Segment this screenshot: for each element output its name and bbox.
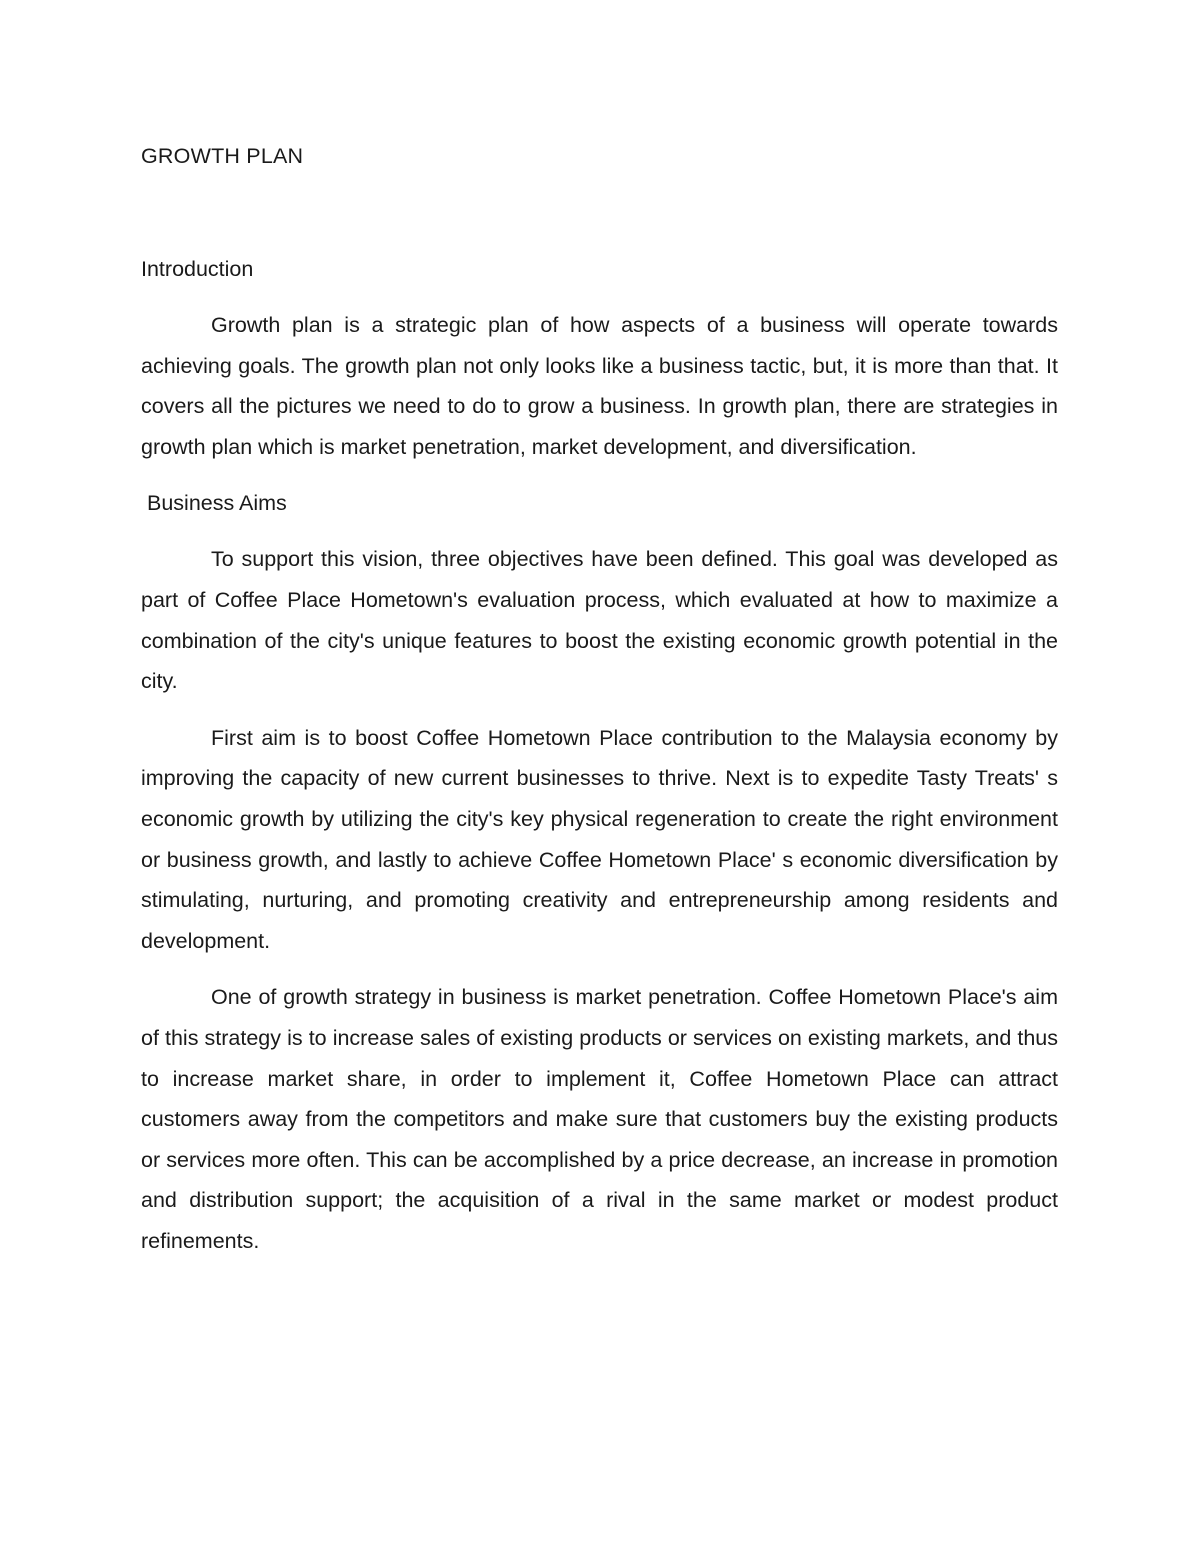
business-aims-paragraph-1: To support this vision, three objectives have been defined. This goal was developed as part of Coffee Place Hometown's evaluation process, which evaluated at how to maximize a combination of the city's unique features to boost the existing economic growth potential in the city. bbox=[141, 547, 1058, 694]
document-title: GROWTH PLAN bbox=[141, 144, 304, 168]
section-heading-business-aims: Business Aims bbox=[147, 491, 287, 516]
business-aims-paragraph-3: One of growth strategy in business is market penetration. Coffee Hometown Place's aim of this strategy is to increase sales of existing products or services on existing markets, and thus to increase market share, in order to implement it, Coffee Hometown Place can attract customers away from the competitors and make sure that customers buy the existing products or services more often. This can be accomplished by a price decrease, an increase in promotion and distribution support; the acquisition of a rival in the same market or modest product refinements. bbox=[141, 985, 1058, 1253]
introduction-paragraph: Growth plan is a strategic plan of how aspects of a business will operate towards achieving goals. The growth plan not only looks like a business tactic, but, it is more than that. It covers all the pictures we need to do to grow a business. In growth plan, there are strategies in growth plan which is market penetration, market development, and diversification. bbox=[141, 313, 1058, 459]
section-heading-introduction: Introduction bbox=[141, 257, 254, 281]
document-body bbox=[141, 138, 1058, 1261]
business-aims-paragraph-2: First aim is to boost Coffee Hometown Place contribution to the Malaysia economy by improving the capacity of new current businesses to thrive. Next is to expedite Tasty Treats' s economic growth by utilizing the city's key physical regeneration to create the right environment or business growth, and lastly to achieve Coffee Hometown Place' s economic diversification by stimulating, nurturing, and promoting creativity and entrepreneurship among residents and development. bbox=[141, 725, 1058, 953]
